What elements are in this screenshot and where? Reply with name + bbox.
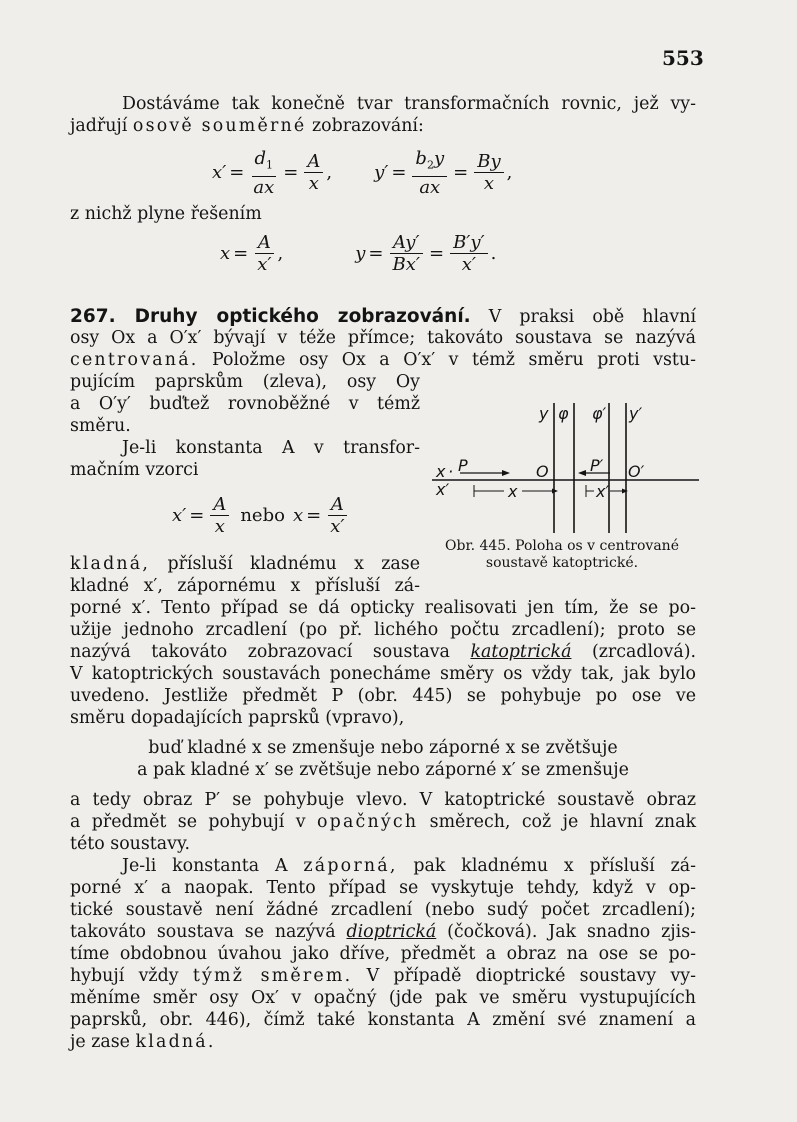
formula-symbol: A bbox=[304, 151, 323, 173]
formula-symbol: x bbox=[220, 243, 231, 264]
section-text: je zase bbox=[70, 1032, 130, 1052]
section-text: Je-li konstanta A bbox=[122, 856, 288, 876]
section-line-23 bbox=[70, 922, 696, 943]
section-text: takováto soustava se nazývá bbox=[70, 922, 336, 942]
label-P2: P′ bbox=[590, 456, 604, 475]
label-y2: y′ bbox=[629, 404, 643, 423]
arrowhead bbox=[502, 470, 510, 476]
label-O: O bbox=[536, 462, 549, 481]
fraction bbox=[474, 151, 503, 194]
formula-symbol: x′ bbox=[172, 505, 187, 526]
section-line-4: pujícím paprskům (zleva), osy Oy bbox=[70, 372, 420, 392]
fraction bbox=[390, 232, 423, 275]
formula-word: nebo bbox=[240, 505, 285, 526]
section-line-15: uvedeno. Jestliže předmět P (obr. 445) se pohybuje po ose ve bbox=[70, 686, 696, 706]
formula-symbol: By bbox=[474, 151, 503, 173]
formula-operator: = bbox=[306, 505, 322, 526]
section-text: (zrcadlová). bbox=[591, 642, 697, 662]
term-katoptricka: katoptrická bbox=[470, 642, 572, 662]
section-line-16: směru dopadajících paprsků (vpravo), bbox=[70, 708, 405, 728]
emphasis-text: kladná. bbox=[135, 1032, 216, 1052]
formula-symbol: d bbox=[254, 148, 267, 169]
section-line-7: Je-li konstanta A v transfor- bbox=[122, 438, 420, 458]
formula-operator: = bbox=[233, 243, 249, 264]
section-line-26: měníme směr osy Ox′ v opačný (jde pak ve směru vystupujících bbox=[70, 988, 696, 1008]
formula-symbol: A bbox=[210, 494, 229, 516]
section-text: nazývá takováto zobrazovací soustava bbox=[70, 642, 450, 662]
fraction bbox=[412, 148, 447, 198]
fraction bbox=[250, 148, 277, 198]
formula-symbol: x′ bbox=[330, 516, 345, 537]
section-line-6: směru. bbox=[70, 416, 131, 436]
formula-operator: = bbox=[453, 162, 469, 184]
section-line-8: mačním vzorci bbox=[70, 460, 199, 480]
label-x2-distance: x′ bbox=[596, 482, 610, 501]
arrowhead bbox=[552, 489, 558, 494]
section-line-28 bbox=[70, 1032, 696, 1053]
label-x-distance: x bbox=[508, 482, 518, 501]
formula-operator: = bbox=[428, 243, 445, 264]
section-text: hybují vždy bbox=[70, 966, 179, 986]
section-text: V případě dioptrické soustavy vy- bbox=[366, 966, 696, 986]
emphasis-text: kladná, bbox=[70, 554, 151, 574]
formula-solution bbox=[220, 232, 496, 275]
section-text: (čočková). Jak snadno zjis- bbox=[447, 922, 697, 942]
formula-symbol: y bbox=[355, 243, 366, 264]
section-line-19: této soustavy. bbox=[70, 834, 191, 854]
formula-symbol: y′ bbox=[374, 162, 389, 184]
label-phi2: φ′ bbox=[592, 404, 607, 423]
formula-transformation bbox=[212, 148, 512, 198]
fraction bbox=[450, 232, 488, 275]
figure-caption-line-2: soustavě katoptrické. bbox=[485, 555, 639, 571]
intro-text: zobrazování: bbox=[311, 116, 424, 136]
section-line-3 bbox=[70, 350, 696, 371]
label-x: x bbox=[436, 462, 446, 481]
formula-symbol: x′ bbox=[257, 254, 272, 275]
formula-punct: , bbox=[326, 162, 333, 184]
label-y: y bbox=[539, 404, 549, 423]
section-line-17: a tedy obraz P′ se pohybuje vlevo. V katoptrické soustavě obraz bbox=[70, 790, 696, 810]
section-line-25 bbox=[70, 966, 696, 987]
emphasis-text: centrovaná. bbox=[70, 350, 199, 370]
formula-operator: = bbox=[391, 162, 407, 184]
section-line-9 bbox=[70, 554, 420, 575]
section-line-2: osy Ox a O′x′ bývají v téže přímce; takováto soustava se nazývá bbox=[70, 328, 696, 348]
formula-symbol: x bbox=[292, 505, 304, 526]
intro-line-3: z nichž plyne řešením bbox=[70, 204, 262, 224]
formula-punct: , bbox=[277, 243, 284, 264]
fraction bbox=[210, 494, 229, 537]
formula-operator: = bbox=[229, 162, 245, 184]
emphasis-text: osově souměrné bbox=[132, 116, 307, 136]
section-line-22: tické soustavě není žádné zrcadlení (nebo sudý počet zrcadlení); bbox=[70, 900, 696, 920]
term-dioptricka: dioptrická bbox=[346, 922, 437, 942]
section-line-5: a O′y′ buďtež rovnoběžné v témž bbox=[70, 394, 420, 414]
formula-symbol: A bbox=[255, 232, 274, 254]
formula-punct: . bbox=[490, 243, 497, 264]
fraction bbox=[254, 232, 274, 275]
formula-symbol: B′y′ bbox=[450, 232, 488, 254]
formula-symbol: b bbox=[415, 148, 427, 169]
formula-symbol: ax bbox=[419, 176, 441, 198]
intro-line-1: Dostáváme tak konečně tvar transformačních rovnic, jež vy- bbox=[122, 94, 696, 114]
section-line-27: paprsků, obr. 446), čímž také konstanta A změní své znamení a bbox=[70, 1010, 696, 1030]
formula-symbol: A bbox=[328, 494, 347, 516]
label-phi: φ bbox=[558, 404, 569, 423]
emphasis-text: týmž směrem. bbox=[192, 966, 353, 986]
section-text: směrech, což je hlavní znak bbox=[429, 812, 697, 832]
fraction bbox=[327, 494, 347, 537]
intro-line-2 bbox=[70, 116, 696, 137]
section-text: V praksi obě hlavní bbox=[488, 307, 697, 327]
formula-subscript: 1 bbox=[266, 158, 274, 172]
section-line-21: porné x′ a naopak. Tento případ se vyskytuje tehdy, když v op- bbox=[70, 878, 696, 898]
label-x2: x′ bbox=[436, 480, 450, 499]
section-line-13 bbox=[70, 642, 696, 663]
formula-symbol: y bbox=[433, 148, 445, 169]
section-line-11: porné x′. Tento případ se dá opticky realisovati jen tím, že se po- bbox=[70, 598, 696, 618]
figure-axes-diagram bbox=[424, 385, 704, 535]
label-O2: O′ bbox=[628, 462, 645, 481]
emphasis-text: záporná, bbox=[303, 856, 398, 876]
label-P: P bbox=[458, 456, 468, 475]
formula-symbol: Ay′ bbox=[390, 232, 423, 254]
arrowhead bbox=[622, 489, 628, 494]
formula-symbol: ax bbox=[253, 176, 275, 198]
formula-symbol: x bbox=[308, 173, 319, 195]
formula-symbol: Bx′ bbox=[392, 254, 420, 275]
arrowhead bbox=[578, 470, 586, 476]
section-text: Položme osy Ox a O′x′ v témž směru proti vstu- bbox=[212, 350, 697, 370]
section-line-14: V katoptrických soustavách ponecháme směry os vždy tak, jak bylo bbox=[70, 664, 696, 684]
section-heading-line bbox=[70, 306, 696, 328]
formula-subscript: 2 bbox=[426, 158, 434, 172]
section-line-12: užije jednoho zrcadlení (po př. lichého počtu zrcadlení); proto se bbox=[70, 620, 696, 640]
label-dot: · bbox=[448, 462, 454, 481]
page-number: 553 bbox=[662, 46, 704, 70]
figure-caption-line-1: Obr. 445. Poloha os v centrované bbox=[445, 538, 679, 554]
formula-operator: = bbox=[189, 505, 205, 526]
section-line-18 bbox=[70, 812, 696, 833]
centered-line-1: buď kladné x se zmenšuje nebo záporné x se zvětšuje bbox=[148, 738, 618, 758]
fraction bbox=[304, 151, 323, 194]
emphasis-text: opačných bbox=[316, 812, 419, 832]
formula-symbol: x bbox=[214, 516, 225, 537]
section-heading: 267. Druhy optického zobrazování. bbox=[70, 306, 471, 327]
formula-operator: = bbox=[368, 243, 384, 264]
section-line-24: tíme obdobnou úvahou jako dříve, předmět a obraz na ose se po- bbox=[70, 944, 696, 964]
formula-symbol: x′ bbox=[212, 162, 227, 184]
intro-text: jadřují bbox=[70, 116, 128, 136]
formula-constant bbox=[172, 494, 350, 537]
section-text: přísluší kladnému x zase bbox=[167, 554, 420, 574]
section-line-20 bbox=[70, 856, 696, 877]
section-text: a předmět se pohybují v bbox=[70, 812, 306, 832]
section-text: pak kladnému x přísluší zá- bbox=[413, 856, 696, 876]
formula-operator: = bbox=[283, 162, 299, 184]
centered-line-2: a pak kladné x′ se zvětšuje nebo záporné x′ se zmenšuje bbox=[137, 760, 629, 780]
formula-symbol: x bbox=[483, 173, 494, 195]
formula-symbol: x′ bbox=[461, 254, 476, 275]
formula-punct: , bbox=[506, 162, 513, 184]
section-line-10: kladné x′, zápornému x přísluší zá- bbox=[70, 576, 420, 596]
